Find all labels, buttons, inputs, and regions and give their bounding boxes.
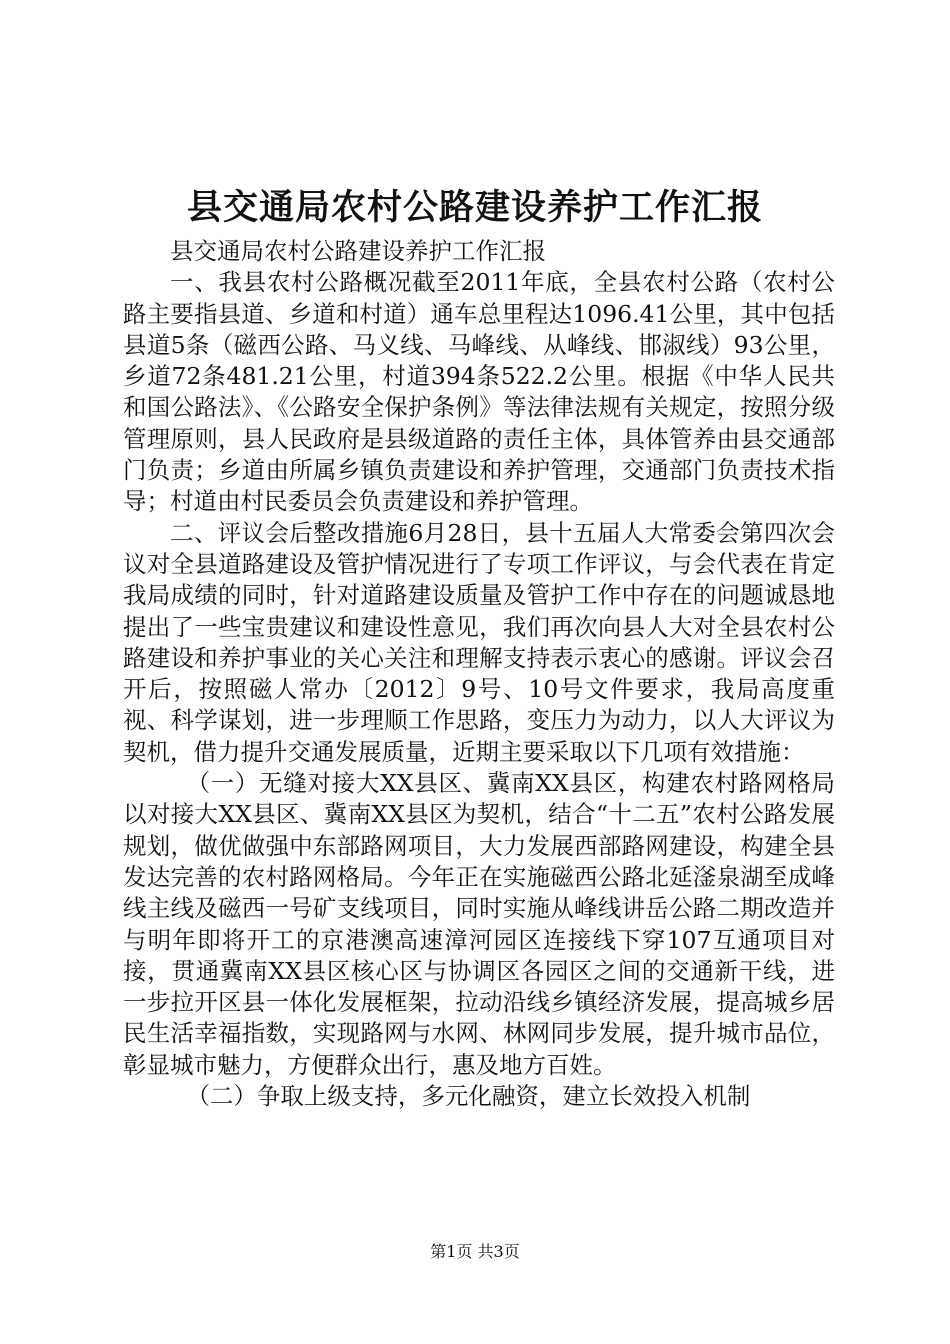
document-body (123, 236, 835, 1112)
paragraph-measure-one: （一）无缝对接大XX县区、冀南XX县区，构建农村路网格局以对接大XX县区、冀南XX县区为契机，结合“十二五”农村公路发展规划，做优做强中东部路网项目，大力发展西部路网建设，构建全县发达完善的农村路网格局。今年正在实施磁西公路北延滏泉湖至成峰线主线及磁西一号矿支线项目，同时实施从峰线讲岳公路二期改造并与明年即将开工的京港澳高速漳河园区连接线下穿107互通项目对接，贯通冀南XX县区核心区与协调区各园区之间的交通新干线，进一步拉开区县一体化发展框架，拉动沿线乡镇经济发展，提高城乡居民生活幸福指数，实现路网与水网、林网同步发展，提升城市品位，彰显城市魅力，方便群众出行，惠及地方百姓。 (123, 769, 835, 1079)
paragraph-overview: 一、我县农村公路概况截至2011年底，全县农村公路（农村公路主要指县道、乡道和村道）通车总里程达1096.41公里，其中包括县道5条（磁西公路、马义线、马峰线、从峰线、邯淑线）93公里，乡道72条481.21公里，村道394条522.2公里。根据《中华人民共和国公路法》、《公路安全保护条例》等法律法规有关规定，按照分级管理原则，县人民政府是县级道路的责任主体，具体管养由县交通部门负责；乡道由所属乡镇负责建设和养护管理，交通部门负责技术指导；村道由村民委员会负责建设和养护管理。 (123, 268, 835, 516)
paragraph-measure-two: （二）争取上级支持，多元化融资，建立长效投入机制 (186, 1082, 751, 1111)
page-footer: 第1页 共3页 (430, 1242, 520, 1261)
paragraph-heading: 县交通局农村公路建设养护工作汇报 (170, 237, 546, 265)
paragraph-rectification: 二、评议会后整改措施6月28日，县十五届人大常委会第四次会议对全县道路建设及管护情况进行了专项工作评议，与会代表在肯定我局成绩的同时，针对道路建设质量及管护工作中存在的问题诚恳地提出了一些宝贵建议和建设性意见，我们再次向县人大对全县农村公路建设和养护事业的关心关注和理解支持表示衷心的感谢。评议会召开后，按照磁人常办〔2012〕9号、10号文件要求，我局高度重视、科学谋划，进一步理顺工作思路，变压力为动力，以人大评议为契机，借力提升交通发展质量，近期主要采取以下几项有效措施： (123, 518, 835, 766)
document-title: 县交通局农村公路建设养护工作汇报 (186, 187, 763, 228)
